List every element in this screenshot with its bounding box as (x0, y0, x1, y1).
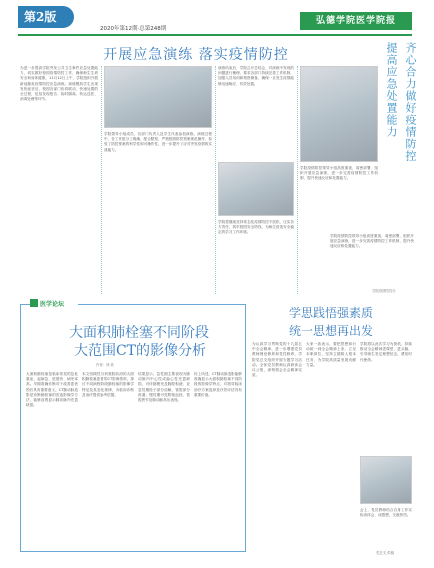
article2-author: 作者：徐 欣 (96, 363, 115, 367)
article3-photo (360, 456, 412, 504)
article1-photo-1 (104, 66, 212, 128)
article1-col4: 学院将继续坚持常态化疫情防控不放松，压实各方责任，筑牢校园安全防线，为师生营造安全稳定的学习工作环境。 (218, 220, 294, 235)
page-number-tab: 第2版 (18, 6, 74, 28)
article1-col2: 学院领导小组成员、各部门负责人及学生代表参加演练。演练过程中，各工作组分工明确、配合默契，严格按照防控预案规范操作，检验了防控预案的科学性和可操作性，进一步提升了应对突发疫情的实战能力。 (104, 132, 212, 152)
section-tag-label: 医学论坛 (40, 300, 65, 308)
article2-col2: 本文回顾性分析我院收治的大面积肺栓塞患者的CT影像资料，探讨不同病程阶段肺栓塞的影像学特征及其变化规律，为临床诊断及治疗提供参考依据。 (82, 372, 134, 397)
article3-byline: 党总支 供稿 (376, 551, 395, 555)
article1-col1: 为进一步提高学院突发公共卫生事件应急处置能力，切实做好校园疫情防控工作，确保师生生命安全和身体健康，11月12日上午，学院组织开展新冠肺炎疫情防控应急演练。演练模拟学生出现发热症状后，校园各部门协同联动、快速处置的全过程，包括发现报告、临时隔离、转运送医、消毒处理等环节。 (20, 66, 98, 102)
article1-side-text: 学院疫情防控领导小组高度重视，周密部署，组织开展应急演练，进一步完善疫情防控工作机制，提升快速反应和处置能力。 (300, 166, 378, 181)
article2-title-line1: 大面积肺栓塞不同阶段 (69, 325, 209, 341)
article1-photo-2 (218, 162, 294, 216)
article1-vertical-title (384, 42, 418, 232)
vertical-title-line: 提高应急处置能力 (385, 42, 398, 138)
article2-title-line2: 大范围CT的影像分析 (73, 343, 207, 359)
header-rule (18, 34, 412, 36)
article3-col2: 大家一致表示，要把思想和行动统一到全会精神上来，立足本职岗位，坚持立德树人根本任务，为学院高质量发展贡献力量。 (306, 342, 356, 367)
article1-title: 开展应急演练 落实疫情防控 (103, 47, 289, 63)
article2-col3: 结果显示，急性期主要表现为肺动脉内中心性或偏心性充盈缺损，可伴肺梗死及胸腔积液；亚急性期栓子部分溶解，管腔部分再通；慢性期可见附壁血栓、管腔狭窄及肺动脉高压表现。 (138, 372, 190, 403)
page-header (0, 0, 434, 32)
vertical-title-line: 齐心合力做好疫情防控 (404, 42, 417, 162)
article3-title-line2: 统一思想再出发 (288, 324, 373, 338)
section-tag-icon (30, 299, 38, 307)
article2-col4: 综上所述，CT肺动脉造影能够准确显示大面积肺栓塞不同阶段的影像学特点，对指导临床治疗方案选择及疗效评估具有重要价值。 (194, 372, 242, 397)
article1-side-text-2: 学院疫情防控领导小组高度重视，周密部署，组织开展应急演练，进一步完善疫情防控工作机制，提升快速反应和处置能力。 (330, 234, 414, 249)
section-tag (30, 298, 78, 308)
article2-col1: 大面积肺栓塞是临床常见的急危重症，起病急、进展快、病死率高。早期准确诊断对于改善患者预后具有重要意义。CT肺动脉造影是诊断肺栓塞的首选影像学方法，能够直观显示肺动脉内充盈缺损。 (26, 372, 78, 408)
article3-col3: 学院将以此次学习为契机，持续推动全会精神进课堂、进头脑，引导师生坚定理想信念，勇担时代使命。 (360, 342, 412, 362)
article1-photo-3 (300, 66, 378, 162)
column-divider (101, 66, 102, 294)
column-divider (297, 66, 298, 294)
article3-title-line1: 学思践悟强素质 (288, 306, 373, 320)
masthead: 弘德学院医学院报 (300, 12, 412, 30)
column-divider (215, 66, 216, 294)
article1-col3: 演练结束后，学院召开总结会，对演练中发现的问题进行梳理，要求各部门持续完善工作机制，加强人员培训和物资储备，确保一旦发生疫情能够迅速响应、有效处置。 (218, 66, 294, 86)
article3-col1: 为认真学习贯彻党的十九届五中全会精神，进一步增强党员教师理论修养和党性修养，学院党总支组织开展专题学习活动。全体党员教师认真研读会议公报，深刻领会全会精神实质。 (252, 342, 302, 378)
article3-side-text: 会上，党员教师结合自身工作实际谈体会、谈感想，交流热烈。 (360, 508, 412, 518)
article1-byline: 学院疫情防控办 (372, 289, 396, 293)
issue-date: 2020年第12期·总第248期 (100, 26, 167, 32)
